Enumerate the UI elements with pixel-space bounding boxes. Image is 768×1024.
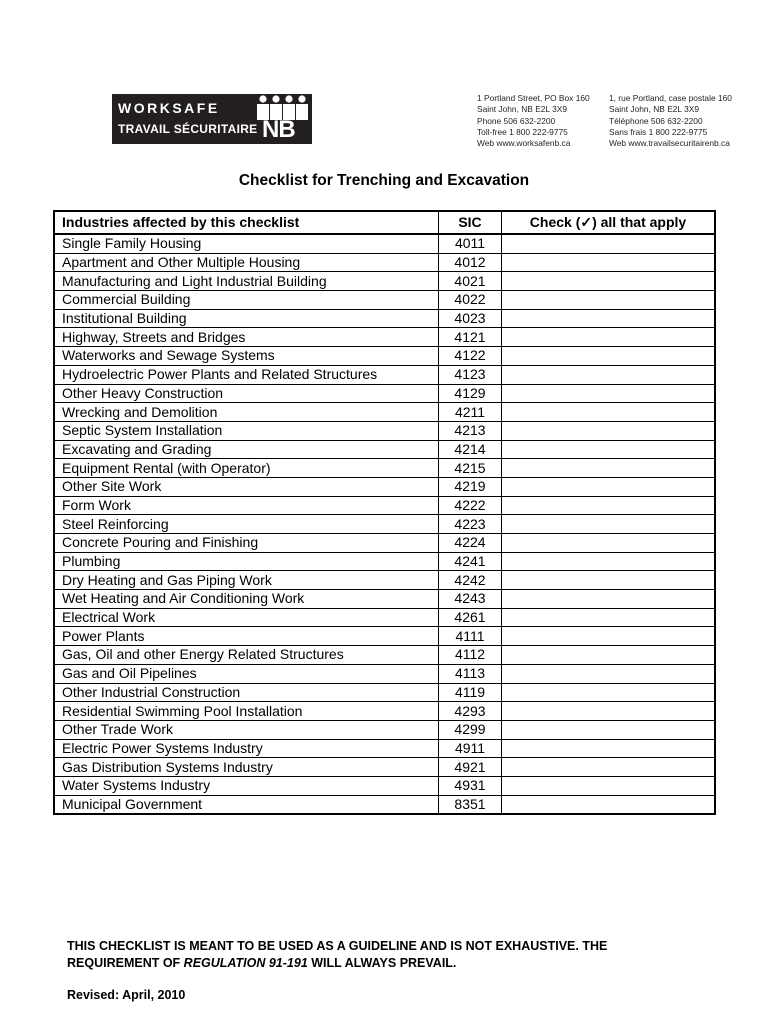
check-cell[interactable] bbox=[502, 309, 716, 328]
check-cell[interactable] bbox=[502, 459, 716, 478]
industry-name: Steel Reinforcing bbox=[54, 515, 439, 534]
check-cell[interactable] bbox=[502, 683, 716, 702]
industry-name: Highway, Streets and Bridges bbox=[54, 328, 439, 347]
sic-code: 4931 bbox=[439, 776, 502, 795]
check-cell[interactable] bbox=[502, 291, 716, 310]
table-row bbox=[54, 552, 715, 571]
address-line: Téléphone 506 632-2200 bbox=[609, 115, 703, 126]
sic-code: 4241 bbox=[439, 552, 502, 571]
header-sic: SIC bbox=[439, 211, 502, 234]
header-industries: Industries affected by this checklist bbox=[54, 211, 439, 234]
worksafenb-logo bbox=[112, 94, 312, 144]
check-cell[interactable] bbox=[502, 365, 716, 384]
sic-code: 4022 bbox=[439, 291, 502, 310]
check-cell[interactable] bbox=[502, 515, 716, 534]
table-row bbox=[54, 477, 715, 496]
table-row bbox=[54, 515, 715, 534]
industry-name: Residential Swimming Pool Installation bbox=[54, 702, 439, 721]
regulation-reference: REGULATION 91-191 bbox=[183, 956, 308, 970]
table-row bbox=[54, 291, 715, 310]
industry-name: Waterworks and Sewage Systems bbox=[54, 347, 439, 366]
table-row bbox=[54, 403, 715, 422]
table-row bbox=[54, 795, 715, 814]
check-cell[interactable] bbox=[502, 384, 716, 403]
industry-name: Equipment Rental (with Operator) bbox=[54, 459, 439, 478]
sic-code: 4299 bbox=[439, 720, 502, 739]
check-cell[interactable] bbox=[502, 552, 716, 571]
table-row bbox=[54, 440, 715, 459]
sic-code: 4214 bbox=[439, 440, 502, 459]
address-line: Saint John, NB E2L 3X9 bbox=[609, 104, 700, 115]
industry-name: Other Site Work bbox=[54, 477, 439, 496]
industry-name: Wrecking and Demolition bbox=[54, 403, 439, 422]
industry-name: Dry Heating and Gas Piping Work bbox=[54, 571, 439, 590]
check-cell[interactable] bbox=[502, 272, 716, 291]
table-header-row bbox=[54, 211, 715, 234]
guideline-note bbox=[67, 938, 607, 972]
check-cell[interactable] bbox=[502, 758, 716, 777]
industry-name: Excavating and Grading bbox=[54, 440, 439, 459]
sic-code: 4213 bbox=[439, 421, 502, 440]
industry-name: Plumbing bbox=[54, 552, 439, 571]
logo-travail-text: TRAVAIL SÉCURITAIRE bbox=[118, 122, 258, 136]
sic-code: 4222 bbox=[439, 496, 502, 515]
table-row bbox=[54, 646, 715, 665]
sic-code: 4215 bbox=[439, 459, 502, 478]
table-row bbox=[54, 534, 715, 553]
table-row bbox=[54, 496, 715, 515]
sic-code: 4113 bbox=[439, 664, 502, 683]
table-row bbox=[54, 347, 715, 366]
sic-code: 4121 bbox=[439, 328, 502, 347]
address-line: Web www.travailsecuritairenb.ca bbox=[609, 138, 730, 149]
sic-code: 4293 bbox=[439, 702, 502, 721]
sic-code: 8351 bbox=[439, 795, 502, 814]
address-english bbox=[477, 93, 590, 149]
check-cell[interactable] bbox=[502, 234, 716, 253]
sic-code: 4261 bbox=[439, 608, 502, 627]
industry-name: Commercial Building bbox=[54, 291, 439, 310]
table-row bbox=[54, 702, 715, 721]
sic-code: 4119 bbox=[439, 683, 502, 702]
table-row bbox=[54, 253, 715, 272]
check-cell[interactable] bbox=[502, 328, 716, 347]
industry-name: Gas and Oil Pipelines bbox=[54, 664, 439, 683]
check-cell[interactable] bbox=[502, 702, 716, 721]
address-line: Sans frais 1 800 222-9775 bbox=[609, 126, 708, 137]
address-line: Phone 506 632-2200 bbox=[477, 115, 556, 126]
industry-name: Single Family Housing bbox=[54, 234, 439, 253]
table-row bbox=[54, 627, 715, 646]
page-title: Checklist for Trenching and Excavation bbox=[238, 172, 530, 189]
check-cell[interactable] bbox=[502, 590, 716, 609]
industry-name: Gas, Oil and other Energy Related Structures bbox=[54, 646, 439, 665]
sic-code: 4023 bbox=[439, 309, 502, 328]
industry-name: Other Heavy Construction bbox=[54, 384, 439, 403]
table-row bbox=[54, 776, 715, 795]
note-line-2 bbox=[67, 955, 607, 972]
table-row bbox=[54, 590, 715, 609]
table-row bbox=[54, 664, 715, 683]
table-row bbox=[54, 272, 715, 291]
sic-code: 4112 bbox=[439, 646, 502, 665]
check-cell[interactable] bbox=[502, 534, 716, 553]
industry-name: Electric Power Systems Industry bbox=[54, 739, 439, 758]
check-cell[interactable] bbox=[502, 720, 716, 739]
industry-name: Other Industrial Construction bbox=[54, 683, 439, 702]
check-cell[interactable] bbox=[502, 496, 716, 515]
sic-code: 4911 bbox=[439, 739, 502, 758]
address-line: Saint John, NB E2L 3X9 bbox=[477, 104, 568, 115]
industry-name: Power Plants bbox=[54, 627, 439, 646]
check-cell[interactable] bbox=[502, 646, 716, 665]
table-row bbox=[54, 234, 715, 253]
check-cell[interactable] bbox=[502, 477, 716, 496]
check-cell[interactable] bbox=[502, 421, 716, 440]
sic-code: 4223 bbox=[439, 515, 502, 534]
table-row bbox=[54, 608, 715, 627]
table-row bbox=[54, 571, 715, 590]
check-cell[interactable] bbox=[502, 403, 716, 422]
check-cell[interactable] bbox=[502, 440, 716, 459]
industry-name: Hydroelectric Power Plants and Related Structures bbox=[54, 365, 439, 384]
industry-name: Septic System Installation bbox=[54, 421, 439, 440]
sic-code: 4021 bbox=[439, 272, 502, 291]
table-row bbox=[54, 758, 715, 777]
industry-name: Other Trade Work bbox=[54, 720, 439, 739]
logo-nb-text: NB bbox=[262, 116, 295, 143]
industry-name: Water Systems Industry bbox=[54, 776, 439, 795]
table-row bbox=[54, 365, 715, 384]
revised-date: Revised: April, 2010 bbox=[67, 988, 186, 1002]
logo-worksafe-text: WORKSAFE bbox=[118, 100, 220, 116]
sic-code: 4111 bbox=[439, 627, 502, 646]
note-line-1: THIS CHECKLIST IS MEANT TO BE USED AS A GUIDELINE AND IS NOT EXHAUSTIVE. THE bbox=[67, 939, 608, 953]
check-cell[interactable] bbox=[502, 776, 716, 795]
sic-code: 4122 bbox=[439, 347, 502, 366]
industry-name: Municipal Government bbox=[54, 795, 439, 814]
check-cell[interactable] bbox=[502, 664, 716, 683]
sic-code: 4219 bbox=[439, 477, 502, 496]
table-row bbox=[54, 739, 715, 758]
industries-checklist-table bbox=[53, 210, 716, 815]
note-text: REQUIREMENT OF bbox=[67, 956, 184, 970]
industry-name: Apartment and Other Multiple Housing bbox=[54, 253, 439, 272]
address-line: 1, rue Portland, case postale 160 bbox=[609, 93, 732, 103]
table-row bbox=[54, 309, 715, 328]
sic-code: 4242 bbox=[439, 571, 502, 590]
address-french bbox=[609, 93, 732, 149]
industry-name: Concrete Pouring and Finishing bbox=[54, 534, 439, 553]
table-row bbox=[54, 720, 715, 739]
sic-code: 4129 bbox=[439, 384, 502, 403]
industry-name: Form Work bbox=[54, 496, 439, 515]
note-text: WILL ALWAYS PREVAIL. bbox=[307, 956, 457, 970]
industry-name: Wet Heating and Air Conditioning Work bbox=[54, 590, 439, 609]
industry-name: Gas Distribution Systems Industry bbox=[54, 758, 439, 777]
table-row bbox=[54, 328, 715, 347]
address-line: 1 Portland Street, PO Box 160 bbox=[477, 93, 590, 103]
table-row bbox=[54, 421, 715, 440]
sic-code: 4224 bbox=[439, 534, 502, 553]
industry-name: Institutional Building bbox=[54, 309, 439, 328]
sic-code: 4123 bbox=[439, 365, 502, 384]
table-row bbox=[54, 683, 715, 702]
check-cell[interactable] bbox=[502, 795, 716, 814]
header-check: Check (✓) all that apply bbox=[502, 211, 716, 234]
table-row bbox=[54, 459, 715, 478]
table-row bbox=[54, 384, 715, 403]
check-cell[interactable] bbox=[502, 627, 716, 646]
industry-name: Manufacturing and Light Industrial Building bbox=[54, 272, 439, 291]
sic-code: 4211 bbox=[439, 403, 502, 422]
check-cell[interactable] bbox=[502, 739, 716, 758]
sic-code: 4243 bbox=[439, 590, 502, 609]
check-cell[interactable] bbox=[502, 571, 716, 590]
industry-name: Electrical Work bbox=[54, 608, 439, 627]
sic-code: 4012 bbox=[439, 253, 502, 272]
address-line: Toll-free 1 800 222-9775 bbox=[477, 126, 568, 137]
sic-code: 4011 bbox=[439, 234, 502, 253]
check-cell[interactable] bbox=[502, 347, 716, 366]
sic-code: 4921 bbox=[439, 758, 502, 777]
address-line: Web www.worksafenb.ca bbox=[477, 138, 571, 149]
check-cell[interactable] bbox=[502, 253, 716, 272]
check-cell[interactable] bbox=[502, 608, 716, 627]
